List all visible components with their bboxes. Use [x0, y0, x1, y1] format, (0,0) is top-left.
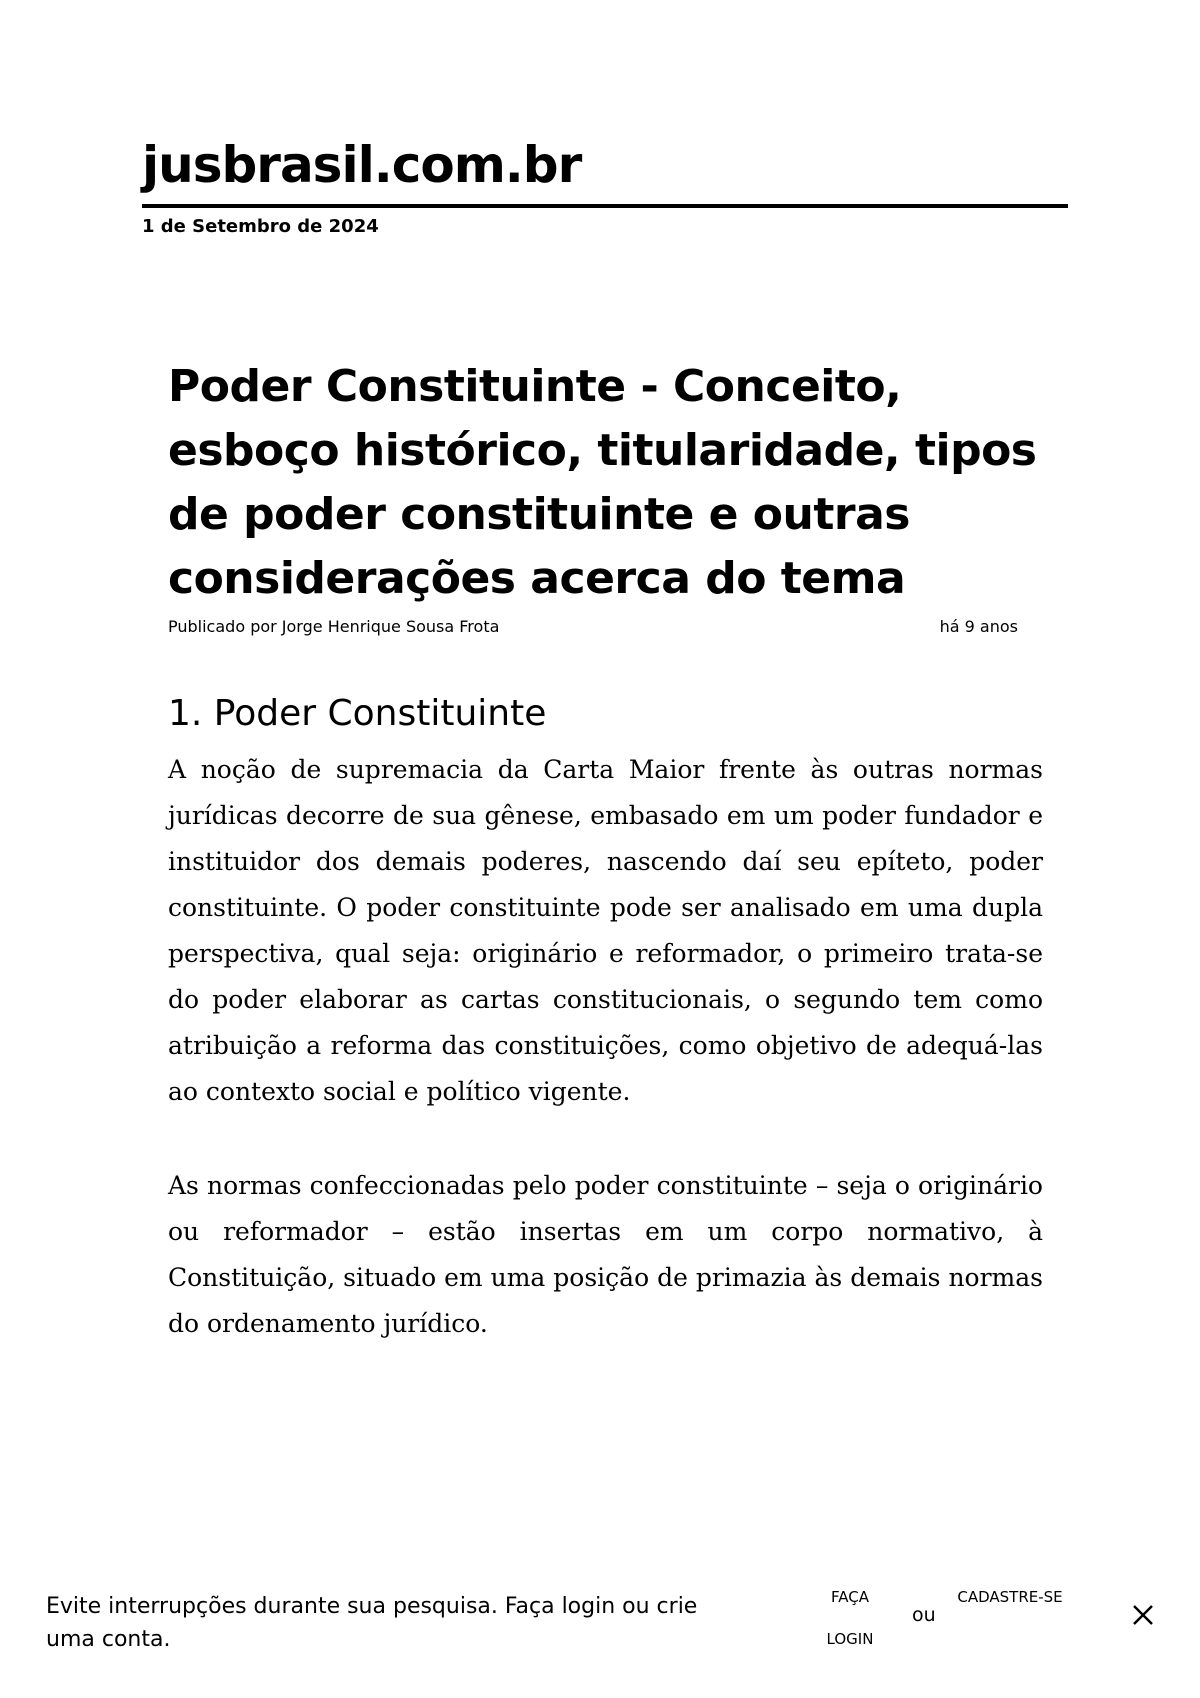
byline-row	[168, 617, 1018, 636]
close-banner-button[interactable]	[1128, 1600, 1158, 1630]
close-icon	[1128, 1600, 1158, 1630]
site-title: jusbrasil.com.br	[142, 140, 1068, 208]
article-paragraph-1: A noção de supremacia da Carta Maior frente às outras normas jurídicas decorre de sua gênese, embasado em um poder fundador e instituidor dos demais poderes, nascendo daí seu epíteto, poder constituinte. O poder constituinte pode ser analisado em uma dupla perspectiva, qual seja: originário e reformador, o primeiro trata-se do poder elaborar as cartas constitucionais, o segundo tem como atribuição a reforma das constituições, como objetivo de adequá-las ao contexto social e político vigente.	[168, 755, 1043, 1107]
login-button[interactable]: FAÇA LOGIN	[815, 1576, 885, 1660]
banner-message: Evite interrupções durante sua pesquisa. Faça login ou crie uma conta.	[46, 1594, 698, 1652]
edition-date: 1 de Setembro de 2024	[142, 216, 379, 237]
banner-or-label: ou	[912, 1604, 936, 1626]
login-banner	[0, 1570, 1200, 1680]
article-published-ago: há 9 anos	[939, 617, 1018, 636]
signup-button[interactable]: CADASTRE-SE	[955, 1576, 1065, 1618]
article-paragraph-2: As normas confeccionadas pelo poder constituinte – seja o originário ou reformador – estão insertas em um corpo normativo, à Constituição, situado em uma posição de primazia às demais normas do ordenamento jurídico.	[168, 1171, 1043, 1339]
article-byline: Publicado por Jorge Henrique Sousa Frota	[168, 617, 500, 636]
article-headline: Poder Constituinte - Conceito, esboço histórico, titularidade, tipos de poder constituinte e outras considerações acerca do tema	[168, 361, 1037, 604]
section-heading: 1. Poder Constituinte	[168, 693, 547, 734]
article	[168, 355, 1043, 1395]
masthead	[142, 136, 1068, 237]
